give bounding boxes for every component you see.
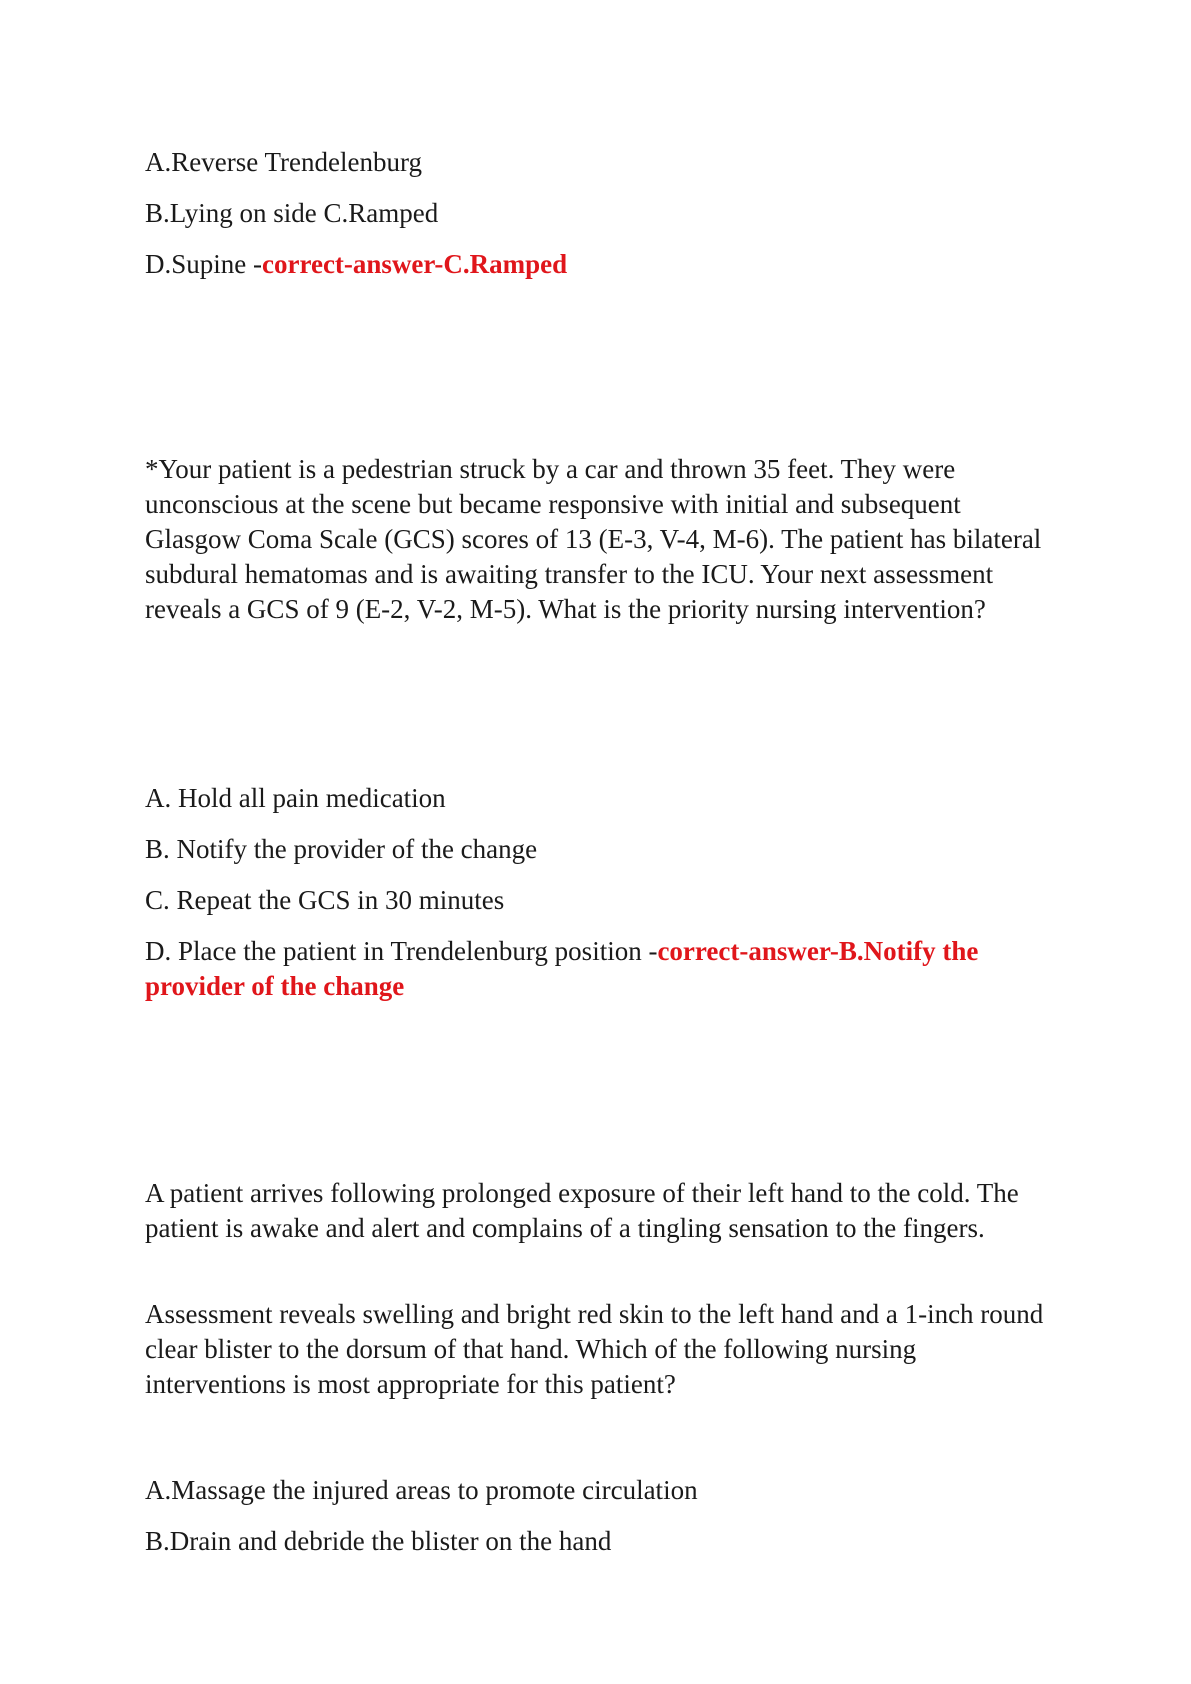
q3-option-a: A.Massage the injured areas to promote circulation [145, 1475, 698, 1505]
q3-option-b: B.Drain and debride the blister on the hand [145, 1526, 612, 1556]
q1-option-d-text: D.Supine - [145, 249, 262, 279]
q2-question: *Your patient is a pedestrian struck by a car and thrown 35 feet. They were unconscious at the scene but became responsive with initial and subsequent Glasgow Coma Scale (GCS) scores of 13 (E-3, V-4, M-6). The patient has bilateral subdural hematomas and is awaiting transfer to the ICU. Your next assessment reveals a GCS of 9 (E-2, V-2, M-5). What is the priority nursing intervention? [145, 454, 1042, 624]
q1-correct-answer: correct-answer-C.Ramped [262, 249, 568, 279]
q1-option-a: A.Reverse Trendelenburg [145, 147, 422, 177]
q1-option-d [145, 247, 567, 282]
q2-correct-answer: correct-answer-B.Notify the provider of the change [145, 936, 979, 1001]
q2-option-d [145, 934, 1045, 1004]
q3-question-part1: A patient arrives following prolonged exposure of their left hand to the cold. The patient is awake and alert and complains of a tingling sensation to the fingers. [145, 1178, 1019, 1243]
q3-question-part2: Assessment reveals swelling and bright red skin to the left hand and a 1-inch round clear blister to the dorsum of that hand. Which of the following nursing interventions is most appropriate for this patient? [145, 1299, 1044, 1399]
q2-option-d-text: D. Place the patient in Trendelenburg position - [145, 936, 658, 966]
q2-option-a: A. Hold all pain medication [145, 783, 446, 813]
q1-option-b-c: B.Lying on side C.Ramped [145, 198, 439, 228]
q2-option-b: B. Notify the provider of the change [145, 834, 538, 864]
q2-option-c: C. Repeat the GCS in 30 minutes [145, 885, 505, 915]
